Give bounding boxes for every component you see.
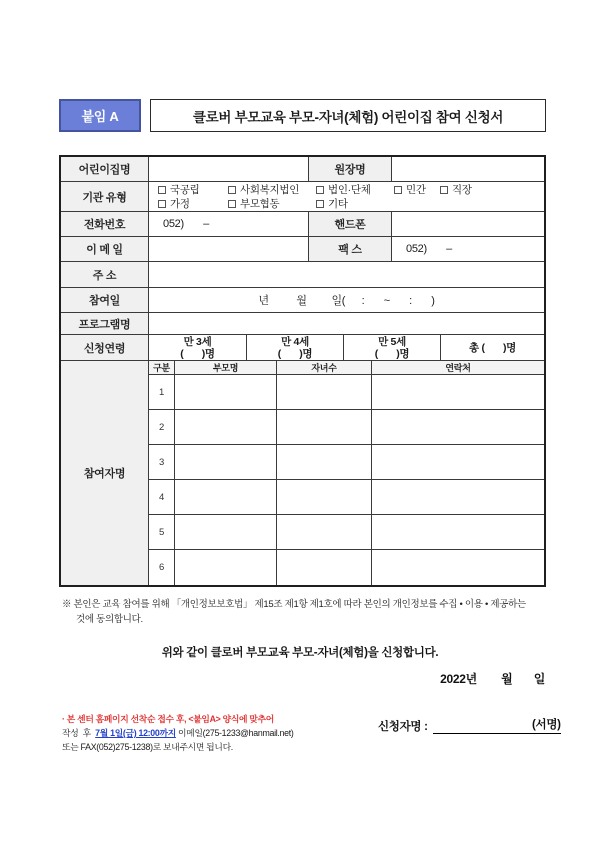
age-5-field[interactable] (344, 335, 441, 360)
org-type-option-label: 국공립 (170, 184, 200, 196)
participants-table (149, 361, 544, 585)
contact-field[interactable] (372, 375, 544, 409)
children-count-field[interactable] (277, 410, 372, 444)
row-org-type (61, 182, 544, 212)
parent-name-field[interactable] (175, 550, 277, 585)
privacy-consent-note (62, 597, 544, 627)
org-type-option-label: 사회복지법인 (240, 184, 300, 196)
children-count-field[interactable] (277, 515, 372, 549)
org-type-options (149, 182, 544, 211)
checkbox-home[interactable] (158, 200, 166, 208)
signature-sign-label: (서명) (531, 719, 561, 731)
row-program-name (61, 313, 544, 335)
checkbox-social-welfare[interactable] (228, 186, 236, 194)
row-participants (61, 361, 544, 585)
col-header-number: 구분 (149, 361, 175, 374)
row-email-fax (61, 237, 544, 262)
row-participation-date (61, 288, 544, 313)
mobile-field[interactable] (392, 212, 544, 236)
notice-line2-prefix: 작성 후 (62, 728, 96, 738)
age-total-field[interactable]: 총 ( )명 (468, 342, 517, 354)
contact-field[interactable] (372, 515, 544, 549)
email-field[interactable] (149, 237, 309, 261)
daycare-name-label: 어린이집명 (61, 157, 149, 181)
submission-deadline: 7월 1일(금) 12:00까지 (95, 728, 176, 738)
participants-header-row (149, 361, 544, 375)
children-count-field[interactable] (277, 445, 372, 479)
age-3-title: 만 3세 (183, 335, 212, 348)
date-line: 2022년 월 일 (440, 672, 545, 686)
checkbox-parent-coop[interactable] (228, 200, 236, 208)
participant-row (149, 550, 544, 585)
daycare-name-field[interactable] (149, 157, 309, 181)
age-3-field[interactable] (149, 335, 247, 360)
org-type-option-label: 법인·단체 (328, 184, 371, 196)
participant-row (149, 375, 544, 410)
org-type-label: 기관 유형 (61, 182, 149, 211)
row-address (61, 262, 544, 288)
parent-name-field[interactable] (175, 445, 277, 479)
participant-row (149, 515, 544, 550)
checkbox-corporation[interactable] (316, 186, 324, 194)
submission-notice-line3: 또는 FAX(052)275-1238)로 보내주시면 됩니다. (62, 742, 233, 752)
program-name-label: 프로그램명 (61, 313, 149, 334)
col-header-contact: 연락처 (445, 363, 471, 373)
participant-row (149, 410, 544, 445)
participant-row-number: 5 (149, 515, 175, 549)
phone-field[interactable]: 052) – (149, 212, 309, 236)
children-count-field[interactable] (277, 550, 372, 585)
participant-row-number: 1 (149, 375, 175, 409)
row-daycare-director (61, 157, 544, 182)
attachment-badge: 붙임 A (59, 99, 141, 132)
age-4-count: ( )명 (277, 347, 313, 360)
age-5-count: ( )명 (374, 347, 410, 360)
submission-notice (62, 712, 364, 754)
org-type-option-label: 민간 (406, 184, 426, 196)
parent-name-field[interactable] (175, 375, 277, 409)
address-label: 주 소 (61, 262, 149, 287)
participant-row (149, 480, 544, 515)
email-label: 이 메 일 (61, 237, 149, 261)
age-4-field[interactable] (247, 335, 344, 360)
privacy-consent-line2: 것에 동의합니다. (76, 614, 143, 625)
checkbox-national-public[interactable] (158, 186, 166, 194)
participation-date-label: 참여일 (61, 288, 149, 312)
parent-name-field[interactable] (175, 515, 277, 549)
contact-field[interactable] (372, 550, 544, 585)
row-application-age (61, 335, 544, 361)
participant-row-number: 2 (149, 410, 175, 444)
director-name-field[interactable] (392, 157, 544, 181)
application-statement: 위와 같이 클로버 부모교육 부모-자녀(체험)을 신청합니다. (161, 647, 439, 659)
participant-row-number: 3 (149, 445, 175, 479)
parent-name-field[interactable] (175, 410, 277, 444)
checkbox-workplace[interactable] (440, 186, 448, 194)
children-count-field[interactable] (277, 480, 372, 514)
org-type-option-label: 직장 (452, 184, 472, 196)
applicant-name-label: 신청자명 : (378, 721, 428, 733)
participation-date-field[interactable]: 년 월 일( : ~ : ) (258, 295, 435, 307)
checkbox-other[interactable] (316, 200, 324, 208)
form-title: 클로버 부모교육 부모-자녀(체험) 어린이집 참여 신청서 (150, 99, 546, 132)
age-5-title: 만 5세 (378, 335, 406, 348)
org-type-options-line1 (158, 183, 544, 197)
contact-field[interactable] (372, 480, 544, 514)
col-header-children-count: 자녀수 (277, 361, 372, 374)
org-type-option-label: 부모협동 (240, 198, 280, 210)
org-type-option-label: 기타 (328, 198, 348, 210)
col-header-parent-name: 부모명 (175, 361, 277, 374)
applicant-signature (378, 716, 561, 734)
fax-field[interactable]: 052) – (406, 243, 452, 255)
org-type-options-line2 (158, 197, 544, 211)
age-4-title: 만 4세 (281, 335, 309, 348)
signature-field[interactable] (433, 716, 561, 734)
fax-label: 팩 스 (309, 237, 392, 261)
address-field[interactable] (149, 262, 544, 287)
mobile-label: 핸드폰 (309, 212, 392, 236)
parent-name-field[interactable] (175, 480, 277, 514)
phone-label: 전화번호 (61, 212, 149, 236)
participant-row-number: 6 (149, 550, 175, 585)
row-phone-mobile (61, 212, 544, 237)
contact-field[interactable] (372, 410, 544, 444)
participant-row (149, 445, 544, 480)
submission-notice-line1: · 본 센터 홈페이지 선착순 접수 후, <붙임A> 양식에 맞추어 (62, 714, 274, 724)
director-name-label: 원장명 (309, 157, 392, 181)
children-count-field[interactable] (277, 375, 372, 409)
notice-line2-suffix: 이메일(275-1233@hanmail.net) (175, 728, 294, 738)
submission-notice-line2 (62, 726, 364, 740)
org-type-option-label: 가정 (170, 198, 190, 210)
application-age-label: 신청연령 (61, 335, 149, 360)
privacy-consent-line1: ※ 본인은 교육 참여를 위해 「개인정보보호법」 제15조 제1항 제1호에 따라 본인의 개인정보를 수집 • 이용 • 제공하는 (62, 599, 526, 610)
participant-row-number: 4 (149, 480, 175, 514)
program-name-field[interactable] (149, 313, 544, 334)
checkbox-private[interactable] (394, 186, 402, 194)
age-3-count: ( )명 (180, 347, 215, 360)
contact-field[interactable] (372, 445, 544, 479)
participants-label: 참여자명 (61, 361, 149, 585)
application-table (59, 155, 546, 587)
